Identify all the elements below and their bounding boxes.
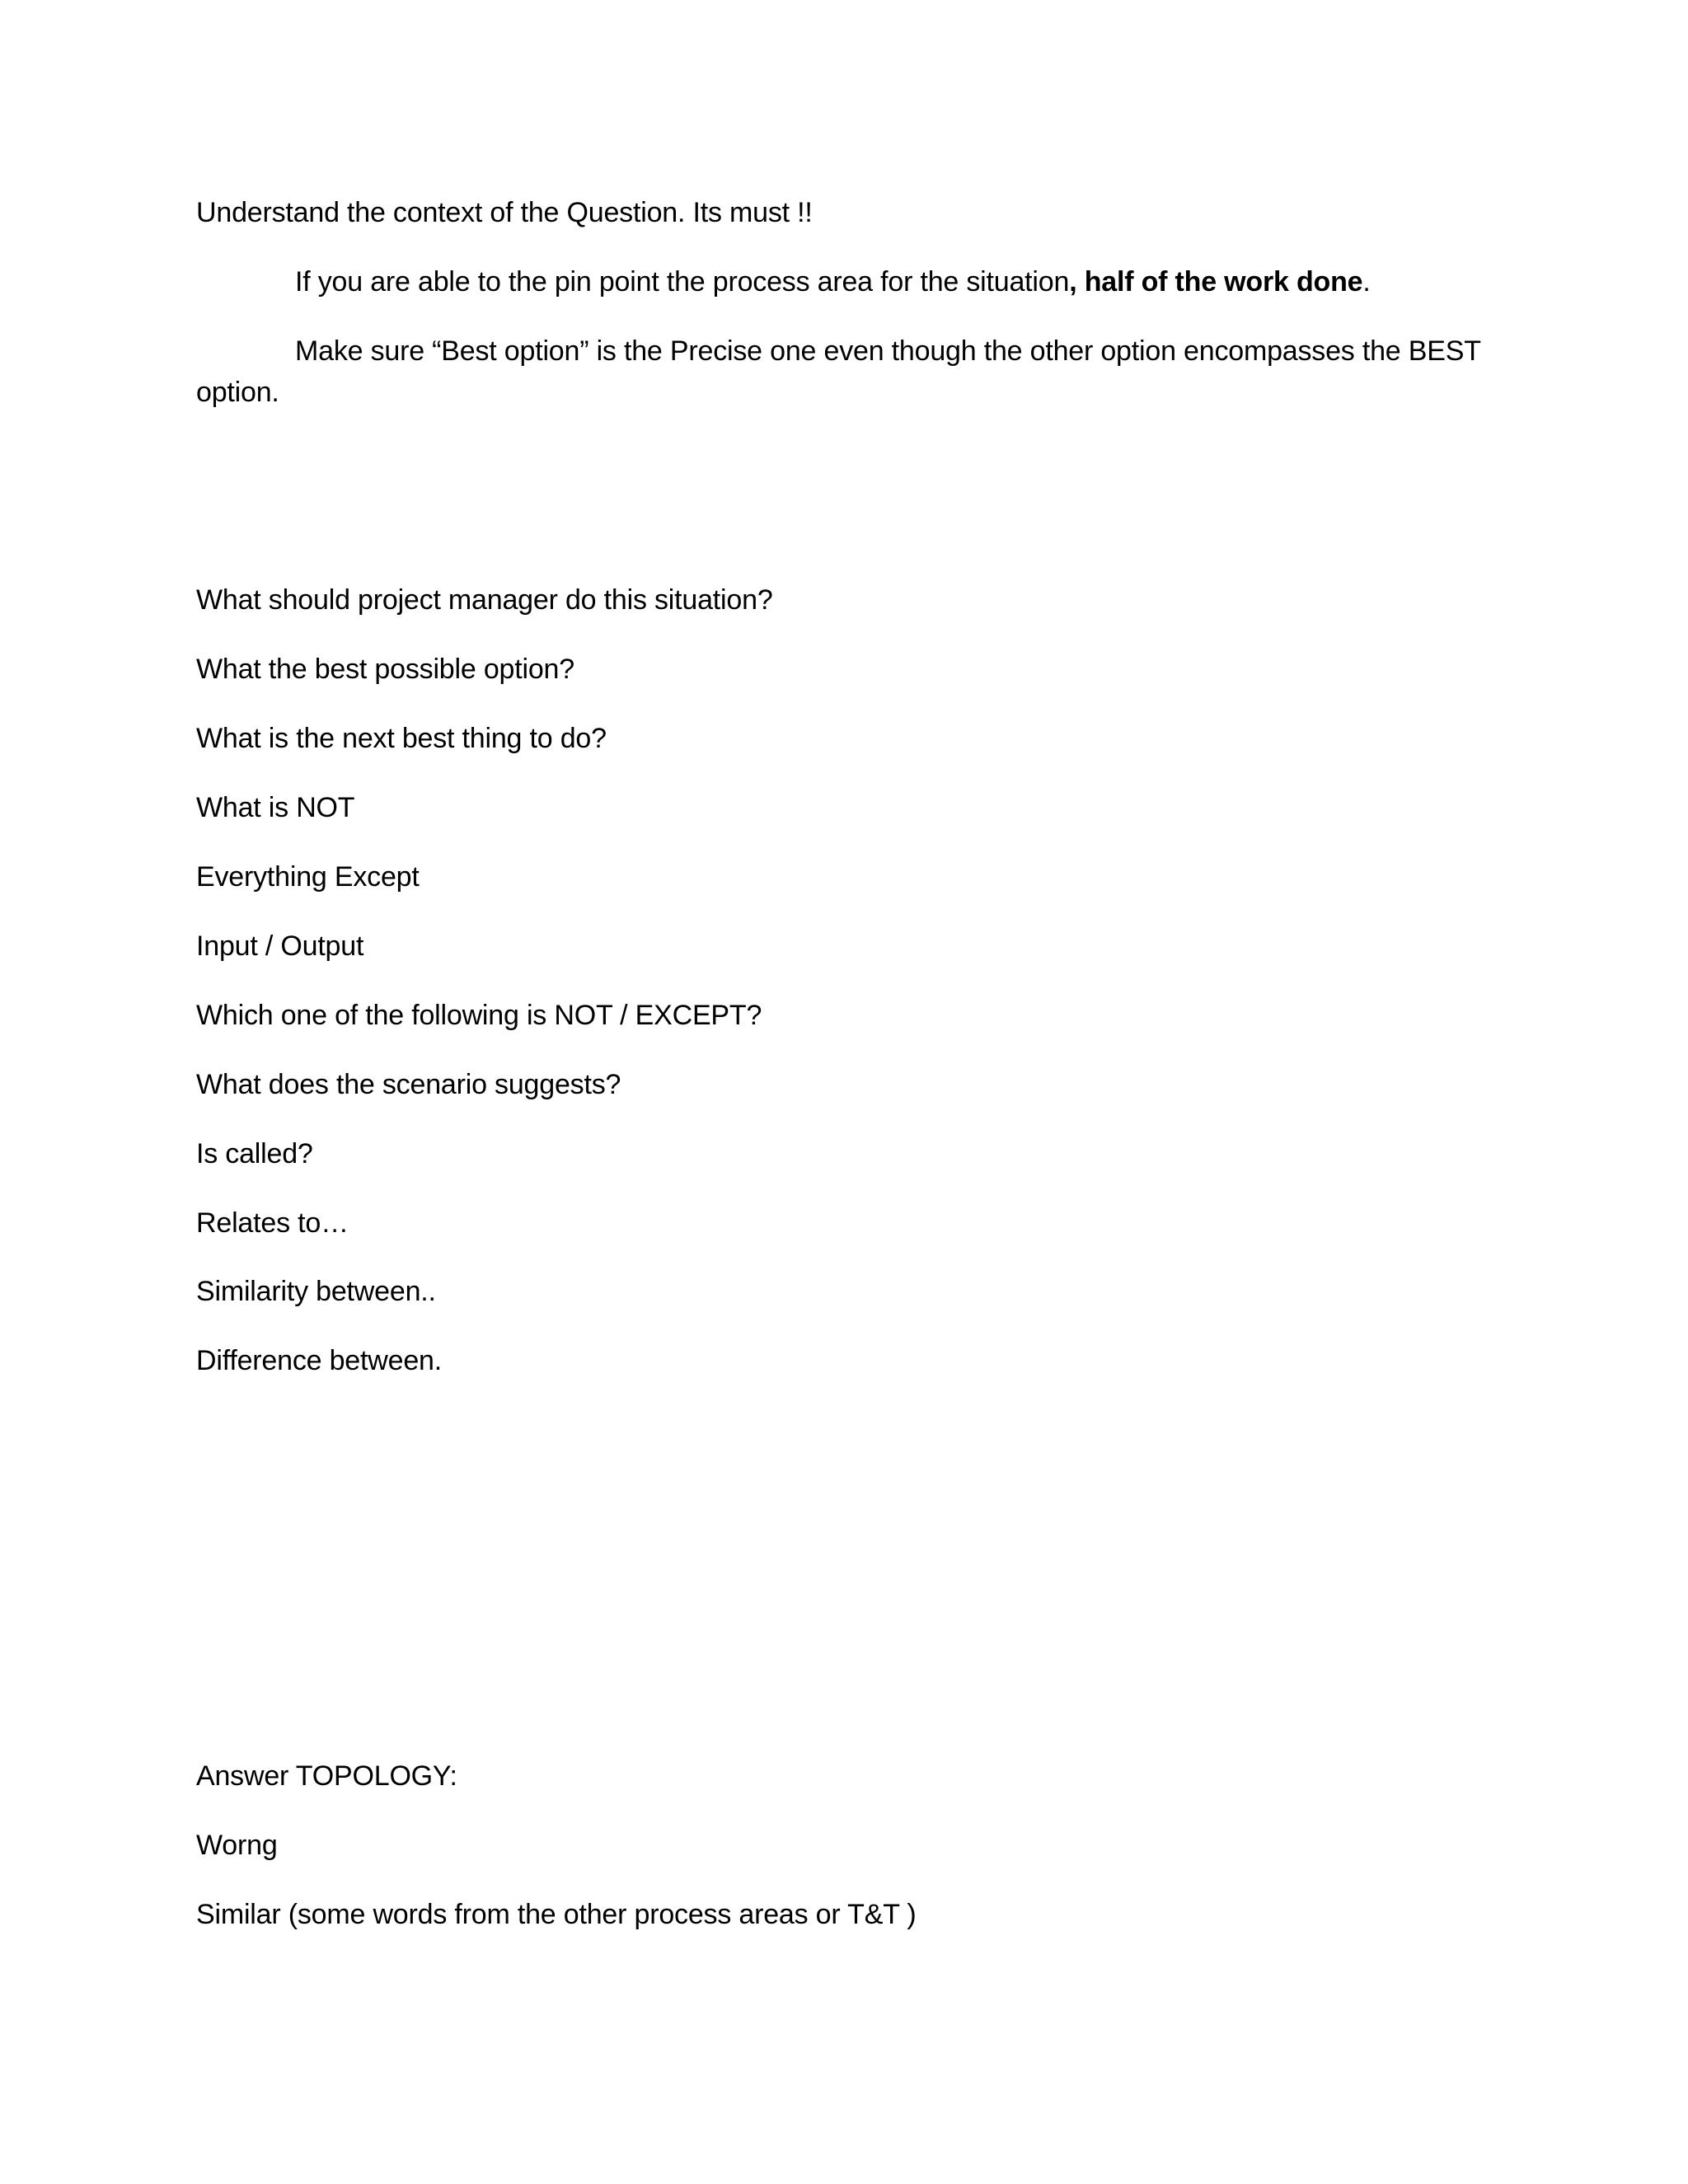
intro-tip-1 [295, 261, 1371, 302]
question-type-item: What is NOT [196, 792, 355, 823]
intro-tip-2: Make sure “Best option” is the Precise one even though the other option encompasses the BEST option. [196, 335, 1481, 408]
question-type-item: What should project manager do this situation? [196, 584, 773, 616]
intro-tip-1-bold: , half of the work done [1069, 266, 1363, 298]
question-type-item: Input / Output [196, 930, 364, 962]
answer-topology-item: Similar (some words from the other process areas or T&T ) [196, 1899, 917, 1930]
answer-topology-item: Worng [196, 1830, 278, 1861]
intro-tip-1-suffix: . [1362, 266, 1371, 298]
question-type-item: What is the next best thing to do? [196, 723, 607, 754]
intro-tip-1-text: If you are able to the pin point the process area for the situation [295, 266, 1070, 298]
intro-heading: Understand the context of the Question. Its must !! [196, 197, 813, 228]
question-type-item: Which one of the following is NOT / EXCEPT? [196, 1000, 762, 1031]
question-type-item: Everything Except [196, 861, 420, 893]
question-type-item: What does the scenario suggests? [196, 1069, 621, 1100]
question-type-item: Difference between. [196, 1345, 442, 1376]
question-type-item: Is called? [196, 1138, 313, 1169]
question-type-item: What the best possible option? [196, 654, 574, 685]
question-type-item: Similarity between.. [196, 1276, 436, 1307]
answer-topology-heading: Answer TOPOLOGY: [196, 1760, 457, 1792]
question-type-item: Relates to… [196, 1207, 349, 1239]
